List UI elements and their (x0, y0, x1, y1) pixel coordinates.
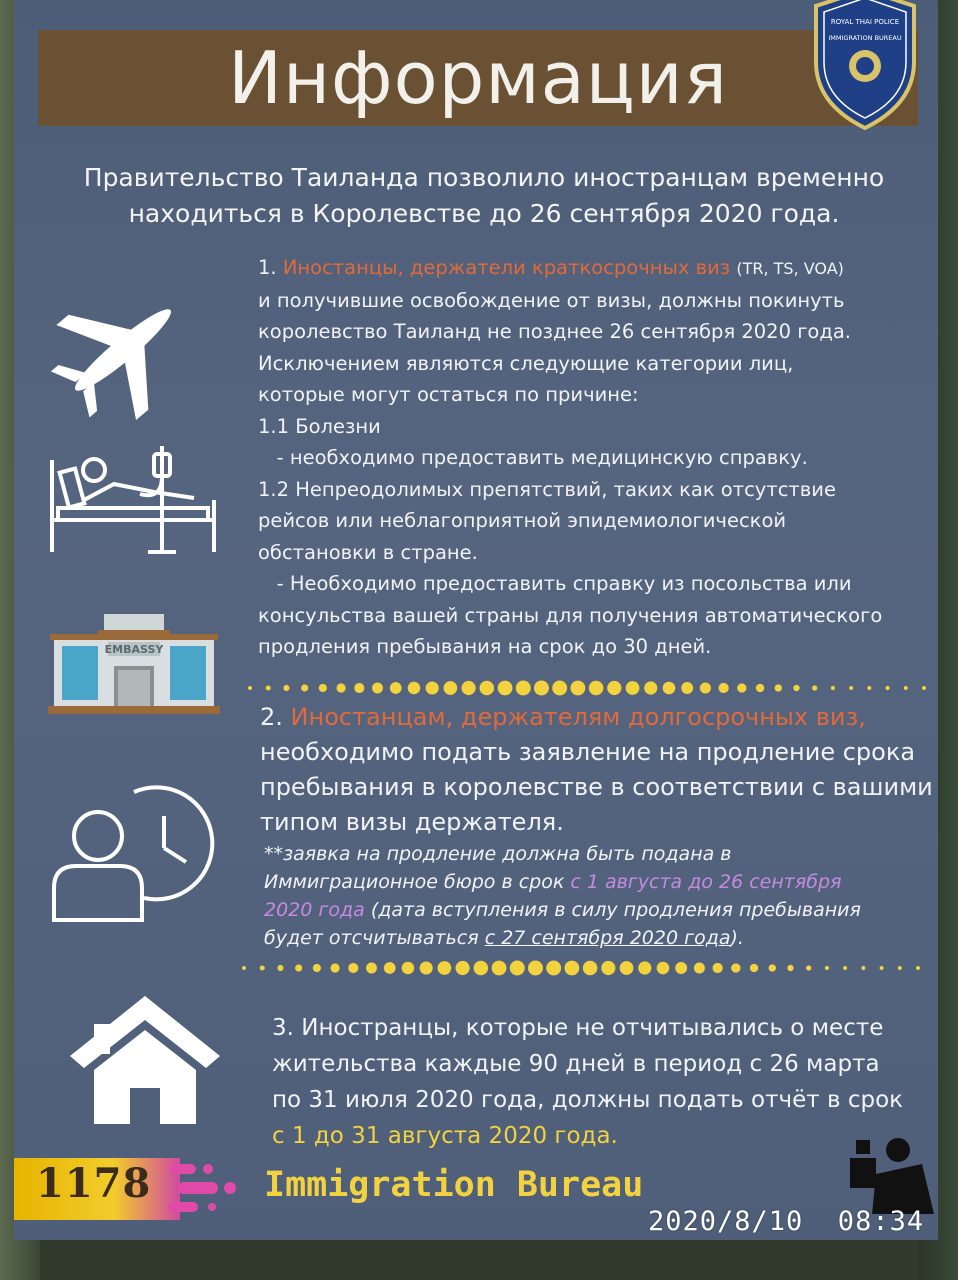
divider-dot (886, 686, 890, 690)
divider-dot (589, 681, 604, 696)
divider-dot (474, 961, 489, 976)
section3-line: по 31 июля 2020 года, должны подать отчёт в срок (272, 1087, 904, 1113)
section3-deadline: с 1 до 31 августа 2020 года. (272, 1123, 618, 1149)
divider-dot (295, 964, 302, 971)
divider-dot (366, 963, 377, 974)
divider-dot (546, 961, 561, 976)
divider-dot (731, 963, 740, 972)
divider-dot (916, 966, 920, 970)
divider-dot (756, 684, 764, 692)
divider-dot (277, 965, 283, 971)
officer-icon (842, 1134, 938, 1216)
hotline-number (14, 1158, 180, 1220)
divider-dot (313, 964, 321, 972)
divider-dot (420, 961, 433, 974)
divider-dot (534, 681, 549, 696)
divider-dot (620, 961, 634, 975)
divider-dot (681, 682, 693, 694)
note-effective-date: с 27 сентября 2020 года (484, 927, 731, 949)
section2-note (264, 840, 938, 952)
note-line (264, 924, 938, 952)
divider-dot (402, 962, 414, 974)
divider-dot (737, 683, 746, 692)
section2-number: 2. (260, 703, 283, 731)
divider-dot (348, 963, 358, 973)
divider-dot (456, 961, 470, 975)
divider-dot (750, 964, 758, 972)
divider-dot (492, 961, 507, 976)
divider-dot (843, 966, 847, 970)
badge-top-text: ROYAL THAI POLICE (830, 18, 900, 26)
divider-dot (384, 962, 396, 974)
divider-dot (462, 681, 476, 695)
section1-line: 1.1 Болезни (258, 414, 381, 438)
section2-line: необходимо подать заявление на продление срока (260, 738, 916, 766)
divider-dot (861, 966, 865, 970)
divider-dot (498, 681, 513, 696)
divider-dot (260, 965, 265, 970)
note-text: ). (730, 927, 744, 949)
divider-dot (242, 966, 246, 970)
section-90-day-report (272, 1010, 936, 1154)
divider-dot (922, 686, 926, 690)
immigration-badge-icon (810, 0, 920, 130)
divider-dot (301, 684, 308, 691)
divider-dot (825, 966, 829, 970)
divider-dot (793, 685, 799, 691)
divider-dot (880, 966, 884, 970)
divider-dot (426, 681, 439, 694)
divider-dot (331, 963, 340, 972)
section1-line: - необходимо предоставить медицинскую справку. (258, 446, 808, 469)
divider-dot (372, 683, 383, 694)
divider-dot (713, 963, 723, 973)
divider-dot (719, 683, 729, 693)
decorative-dash-icon (164, 1156, 254, 1222)
note-date-range: с 1 августа до 26 сентября (570, 871, 842, 893)
poster (14, 0, 938, 1240)
note-line (264, 868, 938, 896)
intro-line: Правительство Таиланда позволило иностранцам временно (83, 163, 885, 192)
embassy-sign: EMBASSY (104, 643, 164, 656)
divider-dot (812, 685, 817, 690)
note-text: Иммиграционное бюро в срок (264, 871, 571, 893)
section1-line: консульства вашей страны для получения автоматического (258, 603, 883, 627)
divider-dot (663, 682, 676, 695)
note-text: будет отсчитываться (264, 927, 485, 949)
section1-line: которые могут остаться по причине: (258, 383, 639, 406)
section1-line: Исключением являются следующие категории лиц, (258, 351, 794, 375)
divider-dot (390, 682, 402, 694)
section1-number: 1. (258, 256, 277, 279)
divider-dot (354, 683, 364, 693)
divider-dot (516, 681, 531, 696)
person-clock-icon (46, 770, 226, 930)
photo-timestamp: 2020/8/10 08:34 (648, 1206, 925, 1237)
intro-text (54, 160, 914, 232)
divider-dot (700, 682, 711, 693)
divider-dot (438, 961, 452, 975)
divider-dot (570, 681, 585, 696)
divider-dot (769, 964, 776, 971)
divider-dot (831, 686, 835, 690)
dotted-divider (236, 958, 926, 978)
divider-dot (904, 686, 908, 690)
divider-dot (638, 961, 651, 974)
divider-dot (675, 962, 687, 974)
house-icon (60, 990, 230, 1130)
note-year: 2020 года (264, 899, 365, 921)
divider-dot (867, 686, 871, 690)
intro-line: находиться в Королевстве до 26 сентября 2020 года. (128, 199, 840, 228)
section1-line: королевство Таиланд не позднее 26 сентября 2020 года. (258, 320, 851, 343)
section1-line: - Необходимо предоставить справку из посольства или (258, 572, 852, 595)
section3-line: 3. Иностранцы, которые не отчитывались о месте (272, 1015, 884, 1041)
divider-dot (266, 685, 271, 690)
section2-line: пребывания в королевстве в соответствии с вашими (260, 773, 933, 801)
section1-line: рейсов или неблагоприятной эпидемиологической (258, 509, 787, 532)
divider-dot (552, 681, 567, 696)
divider-dot (775, 684, 782, 691)
divider-dot (657, 962, 670, 975)
divider-dot (607, 681, 621, 695)
divider-dot (806, 965, 811, 970)
section2-heading (260, 700, 936, 735)
section1-heading (258, 252, 928, 285)
section1-line: продления пребывания на срок до 30 дней. (258, 635, 712, 658)
divider-dot (408, 682, 420, 694)
note-line (264, 896, 938, 924)
divider-dot (444, 681, 458, 695)
divider-dot (787, 965, 793, 971)
divider-dot (283, 685, 289, 691)
section2-highlight: Иностанцам, держателям долгосрочных виз, (290, 703, 866, 731)
divider-dot (319, 684, 327, 692)
dotted-divider (242, 678, 932, 698)
section1-line: обстановки в стране. (258, 540, 478, 564)
section2-line: типом визы держателя. (260, 808, 564, 836)
hospital-bed-icon (44, 440, 224, 560)
section3-line: жительства каждые 90 дней в период с 26 марта (272, 1051, 880, 1077)
divider-dot (510, 961, 525, 976)
divider-dot (583, 961, 598, 976)
section1-highlight: Иностанцы, держатели краткосрочных виз (282, 256, 731, 279)
divider-dot (694, 962, 705, 973)
section1-line: 1.2 Непреодолимых препятствий, таких как отсутствие (258, 477, 836, 501)
divider-dot (528, 961, 543, 976)
section-short-term-visas (258, 252, 928, 663)
embassy-icon (44, 600, 224, 716)
divider-dot (248, 686, 252, 690)
divider-dot (644, 681, 657, 694)
airplane-icon (48, 280, 198, 420)
divider-dot (849, 686, 853, 690)
divider-dot (626, 681, 640, 695)
note-line: **заявка на продление должна быть подана в (264, 843, 732, 865)
section1-visa-types: (TR, TS, VOA) (736, 259, 844, 278)
divider-dot (480, 681, 495, 696)
section1-line: и получившие освобождение от визы, должны покинуть (258, 288, 845, 312)
divider-dot (564, 961, 579, 976)
footer-title: Immigration Bureau (264, 1165, 644, 1205)
divider-dot (337, 683, 346, 692)
divider-dot (601, 961, 615, 975)
section-long-term-visas (260, 700, 936, 840)
divider-dot (898, 966, 902, 970)
poster-title: Информация (228, 36, 728, 120)
badge-bottom-text: IMMIGRATION BUREAU (828, 34, 902, 42)
hotline-number-text: 1178 (36, 1160, 152, 1207)
note-text: (дата вступления в силу продления пребывания (364, 899, 861, 921)
